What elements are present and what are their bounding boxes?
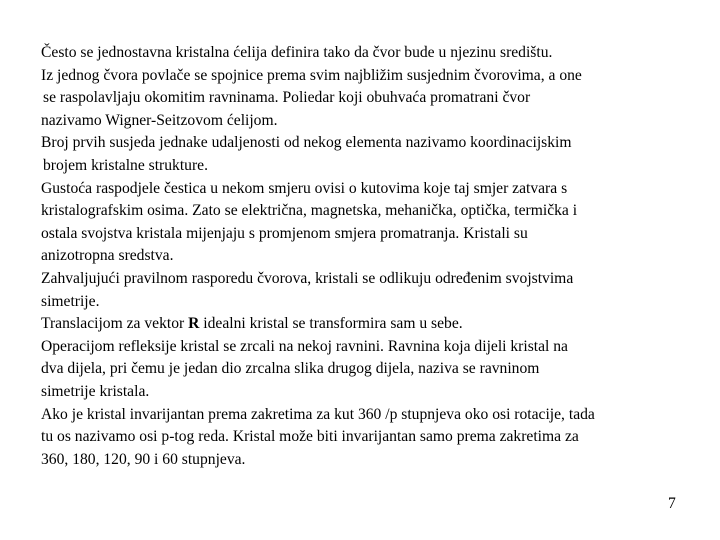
translation-text-before: Translacijom za vektor xyxy=(41,315,189,333)
text-line: Broj prvih susjeda jednake udaljenosti od nekog elementa nazivamo koordinacijskim xyxy=(41,134,572,152)
text-line: anizotropna sredstva. xyxy=(41,247,174,265)
text-line: simetrije kristala. xyxy=(41,382,150,400)
text-line: simetrije. xyxy=(41,292,100,310)
text-line: Gustoća raspodjele čestica u nekom smjeru ovisi o kutovima koje taj smjer zatvara s xyxy=(41,179,568,197)
text-line: Ako je kristal invarijantan prema zakretima za kut 360 /p stupnjeva oko osi rotacije, tada xyxy=(41,405,595,423)
text-line: dva dijela, pri čemu je jedan dio zrcalna slika drugog dijela, naziva se ravninom xyxy=(41,360,540,378)
text-line: 360, 180, 120, 90 i 60 stupnjeva. xyxy=(41,450,246,468)
text-line: Često se jednostavna kristalna ćelija definira tako da čvor bude u njezinu središtu. xyxy=(41,44,553,61)
translation-line xyxy=(41,313,711,336)
text-line: brojem kristalne strukture. xyxy=(43,156,208,174)
text-line: kristalografskim osima. Zato se električna, magnetska, mehanička, optička, termička i xyxy=(41,202,578,220)
slide-body-text xyxy=(41,42,711,471)
vector-symbol: R xyxy=(188,315,200,333)
text-line: se raspolavljaju okomitim ravninama. Poliedar koji obuhvaća promatrani čvor xyxy=(43,89,531,107)
text-line: tu os nazivamo osi p-tog reda. Kristal može biti invarijantan samo prema zakretima za xyxy=(41,428,579,446)
text-line: Iz jednog čvora povlače se spojnice prema svim najbližim susjednim čvorovima, a one xyxy=(41,66,582,84)
page-number: 7 xyxy=(668,495,676,512)
text-line: ostala svojstva kristala mijenjaju s promjenom smjera promatranja. Kristali su xyxy=(41,224,528,242)
translation-text-after: idealni kristal se transformira sam u sebe. xyxy=(199,315,463,333)
text-line: Operacijom refleksije kristal se zrcali na nekoj ravnini. Ravnina koja dijeli kristal na xyxy=(41,337,568,355)
text-line: Zahvaljujući pravilnom rasporedu čvorova, kristali se odlikuju određenim svojstvima xyxy=(41,269,574,287)
text-line: nazivamo Wigner-Seitzovom ćelijom. xyxy=(41,111,278,129)
